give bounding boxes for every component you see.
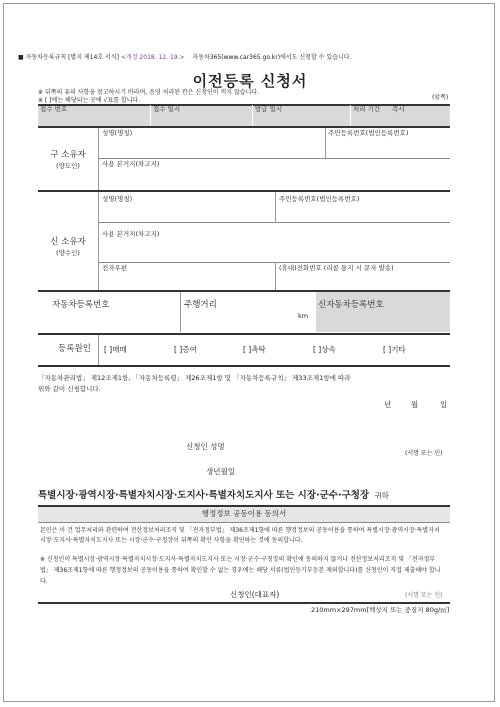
statement-line-2: 위와 같이 신청합니다.	[38, 385, 101, 393]
form-header	[18, 54, 351, 62]
consent-body-1: 본인은 이 건 업무처리와 관련하여 전산정보처리조직 및 「전자정부법」 제36조제1항에 따른 행정정보의 공동이용을 통하여 특별시장·광역시장·특별자치시장·도지사·특별자치도지사 또는 시장·군수·구청장이 뒤쪽의 확인 사항을 확인하는 것에 동의합니다.	[40, 527, 440, 544]
header-online: 자동차365(www.car365.go.kr)에서도 신청할 수 있습니다.	[192, 54, 352, 61]
reason-option-commission[interactable]: [ ]촉탁	[243, 345, 266, 354]
receipt-no-label: 접수 번호	[40, 105, 68, 113]
consent-sign: (서명 또는 인)	[405, 592, 443, 599]
old-owner-address-field[interactable]: 사용 본거지(차고지)	[102, 160, 160, 168]
header-revision: <개정 2018. 12. 19.>	[120, 54, 185, 61]
new-owner-phone-field[interactable]: (휴대)전화번호 (리콜 통지 시 문자 발송)	[279, 264, 394, 272]
addressee-text: 특별시장·광역시장·특별자치시장·도지사·특별자치도지사 또는 시장·군수·구청장	[38, 490, 370, 501]
addressee	[38, 490, 389, 502]
reason-option-inheritance[interactable]: [ ]상속	[313, 345, 336, 354]
applicant-name-label: 신청인 성명	[186, 442, 225, 451]
date-year-label: 년	[384, 400, 392, 409]
reason-option-gift[interactable]: [ ]증여	[174, 345, 197, 354]
new-owner-resident-field[interactable]: 주민등록번호(법인등록번호)	[279, 195, 360, 203]
new-owner-label: 신 소유자	[50, 237, 86, 247]
new-owner-email-field[interactable]: 전자우편	[102, 264, 128, 272]
reason-option-other[interactable]: [ ]기타	[383, 345, 406, 354]
new-reg-no-label: 신자동차등록번호	[318, 300, 384, 310]
consent-signer-label: 신청인(대표자)	[230, 590, 280, 599]
applicant-birth-label: 생년월일	[206, 467, 235, 476]
date-month-label: 월	[411, 400, 419, 409]
old-owner-resident-field[interactable]: 주민등록번호(법인등록번호)	[328, 129, 409, 137]
new-owner-name-field[interactable]: 성명(명칭)	[102, 195, 133, 203]
old-owner-sub: (양도인)	[56, 162, 80, 170]
reason-option-sale[interactable]: [ ]매매	[104, 345, 127, 354]
statement-line-1: 「자동차관리법」 제12조제1항, 「자동차등록령」 제26조제1항 및 「자동차등록규칙」 제33조제1항에 따라	[38, 374, 351, 382]
header-bullet: ■	[18, 54, 24, 61]
addressee-suffix: 귀하	[374, 491, 389, 500]
date-day-label: 일	[440, 400, 448, 409]
reason-label: 등록원인	[58, 344, 91, 354]
note-2: ※ [ ]에는 해당되는 곳에 √표를 합니다.	[38, 97, 141, 104]
receipt-date-label: 접수 일시	[153, 105, 181, 113]
mileage-field[interactable]: 주행거리	[184, 300, 217, 310]
new-reg-no-shaded	[316, 292, 450, 332]
old-owner-label: 구 소유자	[50, 150, 86, 160]
header-rule: 자동차등록규칙 [별지 제14호 서식]	[25, 54, 119, 61]
new-owner-address-field[interactable]: 사용 본거지(차고지)	[102, 230, 160, 238]
mileage-unit: km	[298, 312, 309, 320]
consent-title: 행정정보 공동이용 동의서	[201, 509, 287, 518]
vehicle-reg-no-field[interactable]: 자동차등록번호	[52, 300, 110, 310]
paper-size-footer: 210mm×297mm[백상지 또는 중질지 80g/㎡]	[311, 606, 450, 614]
page-title: 이전등록 신청서	[192, 72, 308, 90]
applicant-sign: (서명 또는 인)	[405, 450, 443, 457]
note-1: ※ 뒤쪽의 유의 사항을 참고하시기 바라며, 음영 처리된 칸은 신청인이 적지 않습니다.	[38, 89, 260, 96]
new-owner-sub: (양수인)	[56, 249, 80, 257]
processing-period-label: 처리 기간	[353, 105, 381, 113]
page-side: (앞쪽)	[432, 94, 449, 101]
issue-date-label: 발급 일시	[255, 105, 283, 113]
processing-period-value: 즉시	[392, 105, 405, 113]
receipt-row	[38, 104, 450, 126]
old-owner-name-field[interactable]: 성명(명칭)	[102, 129, 133, 137]
consent-body-2: ※ 신청인이 특별시장·광역시장·특별자치시장·도지사·특별자치도지사 또는 시장·군수·구청장의 확인에 동의하지 않거나 전산정보처리조직 및 「전자정부법」 제36조제1항에 따른 행정정보의 공동이용을 통하여 확인할 수 없는 경우에는 해당 서류(법인등기부등본 제외합니다)를 신청인이 직접 제출해야 합니다.	[40, 556, 441, 585]
